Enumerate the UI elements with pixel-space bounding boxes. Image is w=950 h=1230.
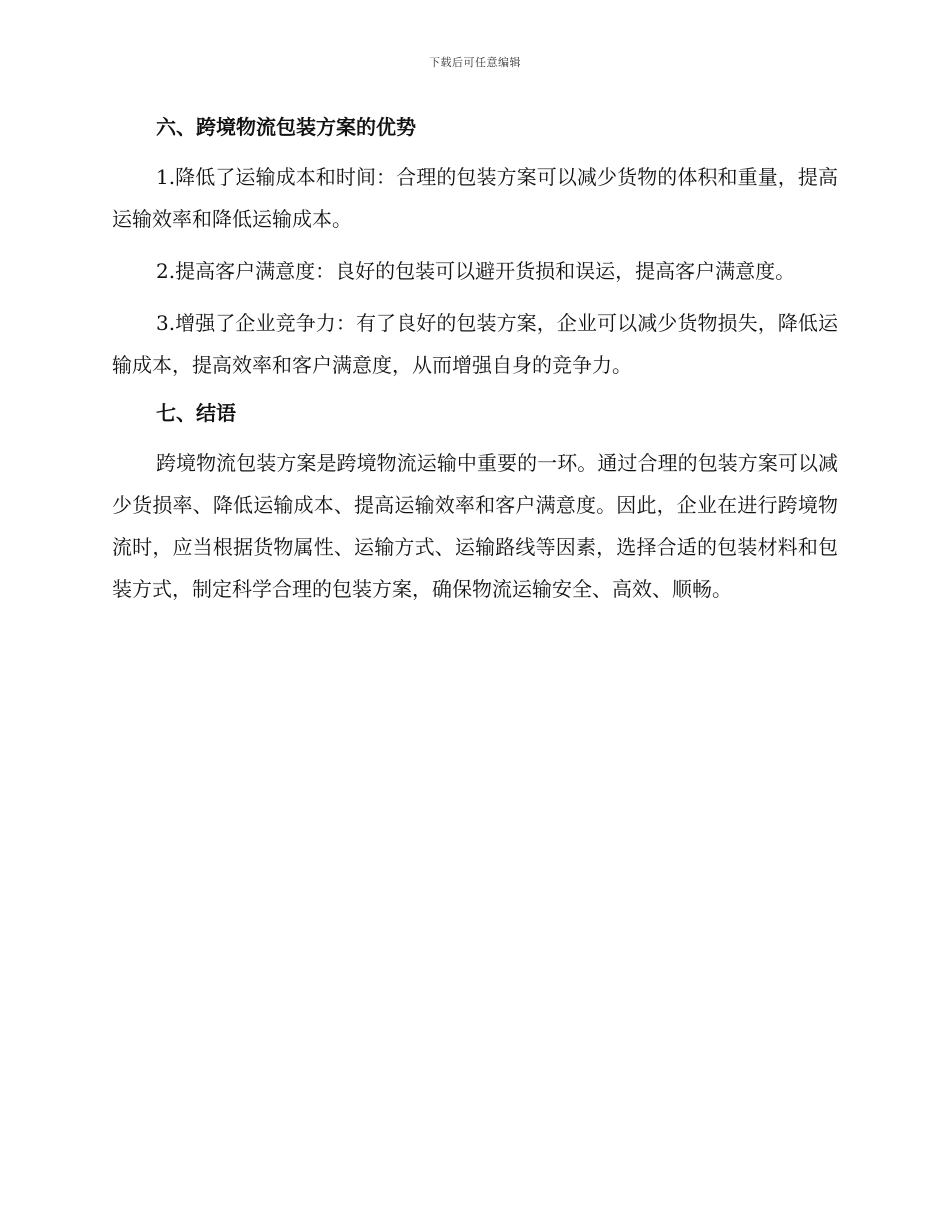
- section-7-body: 跨境物流包装方案是跨境物流运输中重要的一环。通过合理的包装方案可以减少货损率、降低运输成本、提高运输效率和客户满意度。因此，企业在进行跨境物流时，应当根据货物属性、运输方式、运输路线等因素，选择合适的包装材料和包装方式，制定科学合理的包装方案，确保物流运输安全、高效、顺畅。: [112, 451, 838, 601]
- section-6-item-3: 3.增强了企业竞争力：有了良好的包装方案，企业可以减少货物损失，降低运输成本，提高效率和客户满意度，从而增强自身的竞争力。: [112, 311, 838, 377]
- header-note: 下载后可任意编辑: [429, 56, 521, 69]
- section-7-heading: 七、结语: [156, 401, 236, 425]
- section-6-item-1: 1.降低了运输成本和时间：合理的包装方案可以减少货物的体积和重量，提高运输效率和降低运输成本。: [112, 165, 838, 231]
- section-6-item-2: 2.提高客户满意度：良好的包装可以避开货损和误运，提高客户满意度。: [156, 259, 796, 283]
- document-content: [112, 110, 838, 610]
- section-6-heading: 六、跨境物流包装方案的优势: [156, 115, 416, 139]
